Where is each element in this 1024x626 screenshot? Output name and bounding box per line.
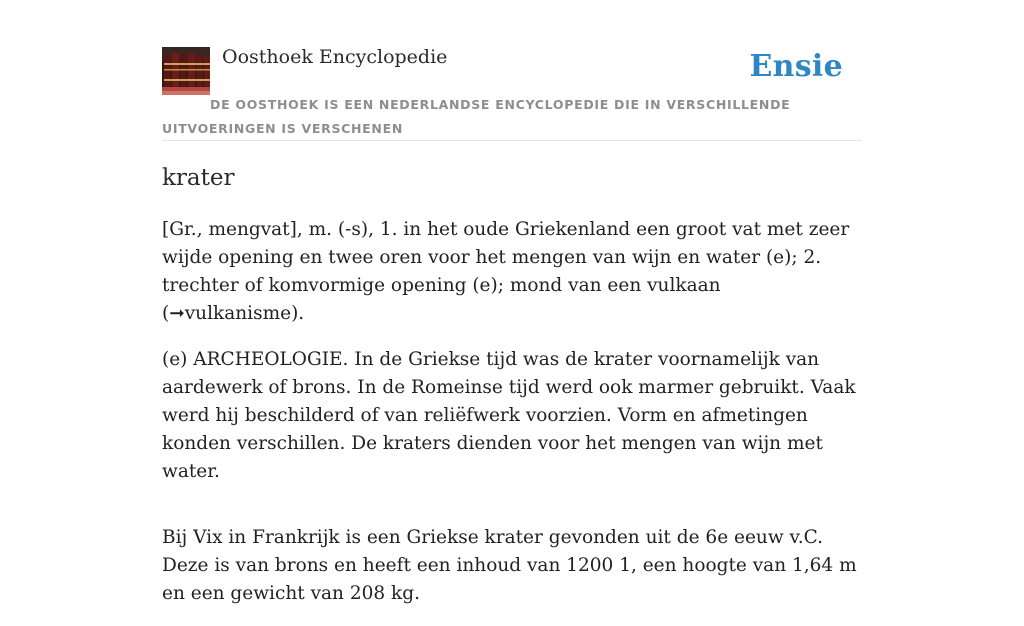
- crossref-link-vulkanisme[interactable]: vulkanisme: [184, 303, 292, 324]
- entry-archeologie: (e) ARCHEOLOGIE. In de Griekse tijd was de krater voornamelijk van aardewerk of brons. In de Romeinse tijd werd ook marmer gebruikt. Vaak werd hij beschilderd of van reliëfwerk voorzien. Vorm en afmetingen konden verschillen. De kraters dienden voor het mengen van wijn met water.: [162, 349, 856, 482]
- entry-title: krater: [162, 165, 235, 191]
- site-tagline: DE OOSTHOEK IS EEN NEDERLANDSE ENCYCLOPEDIE DIE IN VERSCHILLENDE UITVOERINGEN IS VERSCHENEN: [162, 97, 791, 136]
- brand-logo[interactable]: Ensie: [749, 49, 843, 84]
- entry-vix: Bij Vix in Frankrijk is een Griekse krater gevonden uit de 6e eeuw v.C. Deze is van brons en heeft een inhoud van 1200 1, een hoogte van 1,64 m en een gewicht van 208 kg.: [162, 527, 857, 604]
- site-avatar[interactable]: [162, 47, 210, 95]
- site-header: [162, 44, 862, 141]
- encyclopedia-books-icon: [162, 47, 210, 95]
- definition-text: [Gr., mengvat], m. (-s), 1. in het oude Griekenland een groot vat met zeer wijde opening en twee oren voor het mengen van wijn en water (e); 2. trechter of komvormige opening (e); mond van een vulkaan (: [162, 219, 850, 324]
- site-title[interactable]: Oosthoek Encyclopedie: [222, 46, 448, 68]
- definition-text-end: ).: [291, 303, 305, 324]
- entry-definition: [162, 216, 862, 328]
- entry-content: [162, 160, 862, 626]
- crossref-arrow-icon[interactable]: ➞: [169, 303, 185, 324]
